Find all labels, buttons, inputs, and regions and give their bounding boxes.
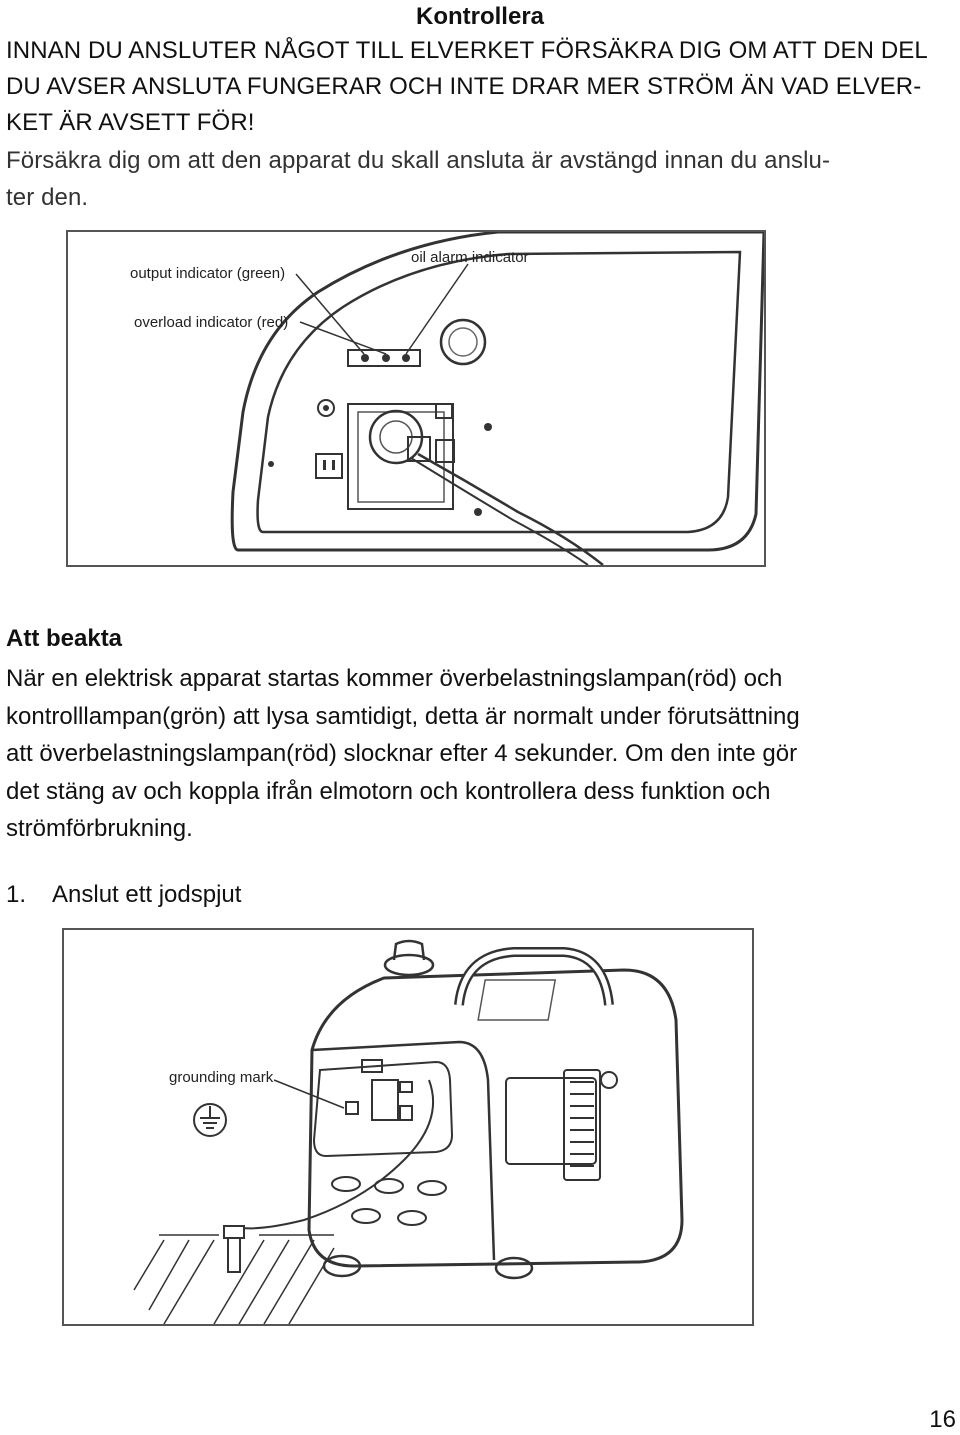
note-line-3: att överbelastningslampan(röd) slocknar efter 4 sekunder. Om den inte gör bbox=[6, 740, 798, 767]
step-text: Anslut ett jodspjut bbox=[52, 881, 242, 908]
warning-line-5: ter den. bbox=[6, 184, 89, 211]
warning-line-4: Försäkra dig om att den apparat du skall ansluta är avstängd innan du anslu- bbox=[6, 147, 831, 174]
warning-line-2: DU AVSER ANSLUTA FUNGERAR OCH INTE DRAR MER STRÖM ÄN VAD ELVER- bbox=[6, 73, 922, 100]
output-indicator-label: output indicator (green) bbox=[130, 265, 286, 282]
control-panel-illustration bbox=[68, 232, 764, 565]
page-heading: Kontrollera bbox=[415, 3, 544, 30]
note-line-1: När en elektrisk apparat startas kommer överbelastningslampan(röd) och bbox=[6, 665, 783, 692]
note-line-4: det stäng av och koppla ifrån elmotorn och kontrollera dess funktion och bbox=[6, 777, 771, 805]
warning-line-1: INNAN DU ANSLUTER NÅGOT TILL ELVERKET FÖRSÄKRA DIG OM ATT DEN DEL bbox=[6, 37, 928, 64]
warning-line-3: KET ÄR AVSETT FÖR! bbox=[6, 109, 255, 136]
page-number: 16 bbox=[929, 1406, 956, 1433]
note-title: Att beakta bbox=[6, 625, 123, 652]
note-line-5: strömförbrukning. bbox=[6, 815, 193, 842]
overload-indicator-label: overload indicator (red) bbox=[134, 314, 289, 331]
oil-alarm-indicator-label: oil alarm indicator bbox=[411, 249, 529, 266]
step-number: 1. bbox=[6, 881, 27, 908]
step-1 bbox=[6, 878, 241, 912]
note-line-2: kontrolllampan(grön) att lysa samtidigt, detta är normalt under förutsättning bbox=[6, 702, 800, 730]
note-body bbox=[6, 660, 951, 848]
grounding-mark-label: grounding mark bbox=[169, 1069, 274, 1086]
generator-grounding-illustration bbox=[64, 930, 752, 1324]
grounding-figure bbox=[62, 928, 754, 1326]
control-panel-figure bbox=[66, 230, 766, 567]
